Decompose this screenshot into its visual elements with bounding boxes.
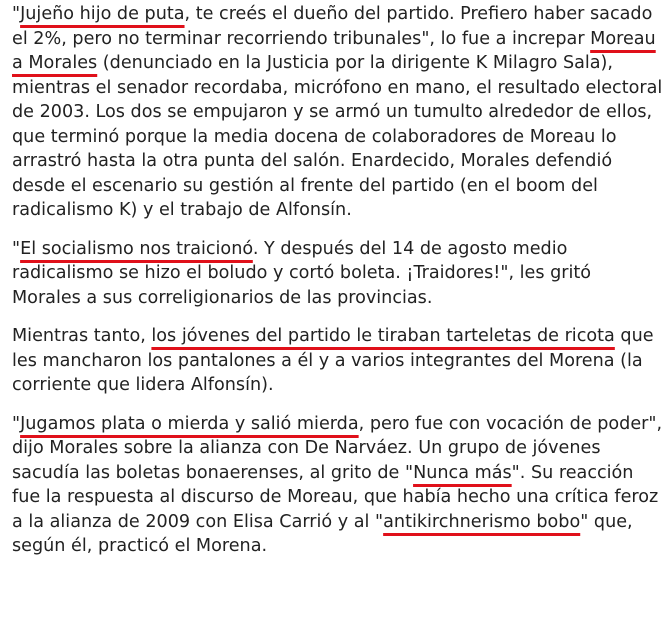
text-segment: ". Su reacción fue la respuesta al discurso de Moreau, que había hecho una crítica feroz a la alianza de 2009 con Elisa Carrió y al " bbox=[12, 462, 659, 532]
text-segment: . Y después del 14 de agosto medio radicalismo se hizo el boludo y cortó boleta. ¡Traidores!", les gritó Morales a sus correligionarios de las provincias. bbox=[12, 238, 592, 308]
text-segment: " bbox=[12, 413, 21, 434]
text-segment: , pero fue con vocación de poder", dijo Morales sobre la alianza con De Narváez. Un grupo de jóvenes sacudía las boletas bonaerenses, al grito de " bbox=[12, 413, 663, 483]
text-segment: que les mancharon los pantalones a él y a varios integrantes del Morena (la corriente que lidera Alfonsín). bbox=[12, 326, 654, 395]
highlighted-phrase: los jóvenes del partido le tiraban tarteletas de ricota bbox=[151, 326, 615, 346]
highlighted-quote: Jujeño hijo de puta bbox=[20, 4, 185, 24]
paragraph bbox=[12, 0, 665, 223]
highlighted-quote: Jugamos plata o mierda y salió mierda bbox=[20, 413, 359, 434]
text-segment: " que, según él, practicó el Morena. bbox=[12, 511, 633, 556]
paragraph bbox=[12, 412, 665, 559]
text-segment: " bbox=[12, 238, 21, 259]
text-segment: (denunciado en la Justicia por la dirigente K Milagro Sala), mientras el senador recordaba, micrófono en mano, el resultado electoral de 2003. Los dos se empujaron y se armó un tumulto alrededor de ellos, que terminó porque la media docena de colaboradores de Moreau lo arrastró hasta la otra punta del salón. Enardecido, Morales defendió desde el escenario su gestión al frente del partido (en el boom del radicalismo K) y el trabajo de Alfonsín. bbox=[12, 53, 663, 220]
text-segment: " bbox=[12, 4, 21, 24]
highlighted-quote: El socialismo nos traicionó bbox=[20, 238, 253, 259]
paragraph bbox=[12, 324, 665, 398]
text-segment: Mientras tanto, bbox=[12, 326, 152, 346]
text-segment: , te creés el dueño del partido. Prefiero haber sacado el 2%, pero no terminar recorriendo tribunales", lo fue a increpar bbox=[12, 4, 653, 49]
paragraph bbox=[12, 237, 665, 311]
highlighted-quote: antikirchnerismo bobo bbox=[383, 511, 581, 532]
highlighted-phrase: Moreau a Morales bbox=[12, 28, 656, 73]
highlighted-quote: Nunca más bbox=[413, 462, 512, 483]
